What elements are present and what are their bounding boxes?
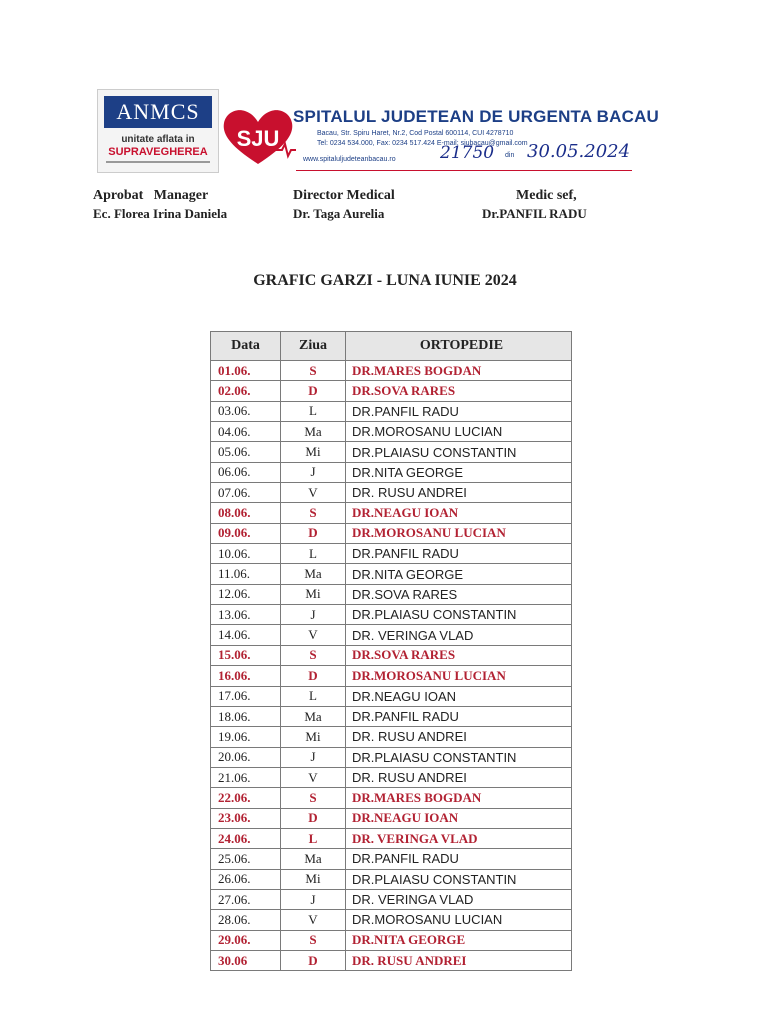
signature-role: Director Medical [293,188,395,203]
cell-date: 02.06. [211,381,281,401]
cell-date: 13.06. [211,605,281,625]
table-row [211,483,572,503]
cell-day: S [281,645,346,665]
cell-doctor: DR.MARES BOGDAN [346,361,572,381]
cell-doctor: DR.NEAGU IOAN [346,503,572,523]
anmcs-logo-subline [106,161,210,163]
table-row [211,645,572,665]
cell-doctor: DR.NITA GEORGE [346,564,572,584]
cell-day: D [281,950,346,970]
table-row [211,869,572,889]
table-row [211,808,572,828]
cell-doctor: DR.MOROSANU LUCIAN [346,422,572,442]
anmcs-logo [97,89,219,173]
cell-doctor: DR.PANFIL RADU [346,849,572,869]
signature-manager [93,187,227,223]
cell-day: D [281,808,346,828]
cell-day: S [281,930,346,950]
cell-doctor: DR. RUSU ANDREI [346,950,572,970]
signature-name: Dr.PANFIL RADU [482,206,587,221]
cell-date: 29.06. [211,930,281,950]
cell-date: 24.06. [211,828,281,848]
cell-doctor: DR.PLAIASU CONSTANTIN [346,869,572,889]
cell-day: V [281,483,346,503]
cell-date: 16.06. [211,666,281,686]
table-row [211,706,572,726]
registration-date-label: din [505,152,515,159]
signature-chief-physician [482,187,587,223]
signature-medical-director [293,187,395,223]
cell-date: 01.06. [211,361,281,381]
table-row [211,361,572,381]
cell-doctor: DR.NEAGU IOAN [346,808,572,828]
anmcs-logo-name: ANMCS [104,96,212,128]
registration-number: 21750 [440,143,495,163]
cell-day: L [281,686,346,706]
cell-date: 23.06. [211,808,281,828]
table-row [211,401,572,421]
cell-doctor: DR. RUSU ANDREI [346,727,572,747]
table-header-row [211,332,572,361]
cell-doctor: DR.PANFIL RADU [346,706,572,726]
hospital-website: www.spitaluljudeteanbacau.ro [303,156,396,163]
cell-day: Mi [281,869,346,889]
cell-doctor: DR.SOVA RARES [346,645,572,665]
cell-doctor: DR.PLAIASU CONSTANTIN [346,747,572,767]
cell-day: D [281,523,346,543]
schedule-rows [211,361,572,971]
cell-doctor: DR.SOVA RARES [346,381,572,401]
cell-doctor: DR. RUSU ANDREI [346,483,572,503]
cell-date: 05.06. [211,442,281,462]
cell-doctor: DR.NEAGU IOAN [346,686,572,706]
cell-date: 06.06. [211,462,281,482]
registration-date: 30.05.2024 [527,141,631,162]
cell-day: J [281,747,346,767]
table-row [211,422,572,442]
cell-doctor: DR.PANFIL RADU [346,401,572,421]
cell-doctor: DR.PANFIL RADU [346,544,572,564]
signature-role: Aprobat Manager [93,188,209,203]
table-row [211,666,572,686]
cell-day: V [281,625,346,645]
cell-date: 25.06. [211,849,281,869]
header-divider [296,170,632,171]
cell-date: 30.06 [211,950,281,970]
table-row [211,442,572,462]
cell-day: L [281,828,346,848]
cell-day: Ma [281,422,346,442]
cell-date: 19.06. [211,727,281,747]
cell-doctor: DR.SOVA RARES [346,584,572,604]
cell-date: 26.06. [211,869,281,889]
cell-date: 20.06. [211,747,281,767]
table-row [211,727,572,747]
table-row [211,828,572,848]
cell-date: 03.06. [211,401,281,421]
table-row [211,767,572,787]
cell-date: 22.06. [211,788,281,808]
cell-day: J [281,889,346,909]
cell-day: Mi [281,442,346,462]
cell-day: S [281,788,346,808]
cell-date: 12.06. [211,584,281,604]
cell-date: 27.06. [211,889,281,909]
table-row [211,584,572,604]
cell-day: L [281,401,346,421]
cell-day: S [281,361,346,381]
page-title-text: GRAFIC GARZI - LUNA IUNIE 2024 [253,272,517,289]
anmcs-logo-line1: unitate aflata in [121,134,195,145]
signature-role: Medic sef, [516,188,577,203]
table-row [211,564,572,584]
cell-day: V [281,767,346,787]
table-row [211,910,572,930]
table-row [211,889,572,909]
cell-date: 18.06. [211,706,281,726]
cell-day: Ma [281,564,346,584]
column-header-department: ORTOPEDIE [346,332,572,361]
table-row [211,381,572,401]
table-row [211,747,572,767]
page-title [0,272,768,290]
schedule-table [210,331,572,971]
cell-day: Ma [281,849,346,869]
cell-day: S [281,503,346,523]
cell-doctor: DR.MOROSANU LUCIAN [346,523,572,543]
column-header-day: Ziua [281,332,346,361]
anmcs-logo-line2: SUPRAVEGHEREA [108,146,208,158]
cell-date: 10.06. [211,544,281,564]
cell-doctor: DR. RUSU ANDREI [346,767,572,787]
hospital-name: SPITALUL JUDETEAN DE URGENTA BACAU [293,107,660,126]
cell-day: Mi [281,727,346,747]
hospital-logo-text: SJU [236,126,280,151]
cell-date: 15.06. [211,645,281,665]
table-row [211,544,572,564]
table-row [211,605,572,625]
hospital-address: Bacau, Str. Spiru Haret, Nr.2, Cod Postal 600114, CUI 4278710 [317,130,514,137]
cell-date: 17.06. [211,686,281,706]
cell-day: V [281,910,346,930]
cell-doctor: DR. VERINGA VLAD [346,828,572,848]
table-row [211,686,572,706]
cell-doctor: DR.MARES BOGDAN [346,788,572,808]
cell-doctor: DR.PLAIASU CONSTANTIN [346,442,572,462]
table-row [211,950,572,970]
cell-day: L [281,544,346,564]
cell-date: 11.06. [211,564,281,584]
table-row [211,625,572,645]
cell-date: 09.06. [211,523,281,543]
table-row [211,503,572,523]
table-row [211,462,572,482]
cell-doctor: DR.NITA GEORGE [346,462,572,482]
cell-doctor: DR.MOROSANU LUCIAN [346,666,572,686]
cell-doctor: DR. VERINGA VLAD [346,889,572,909]
cell-date: 04.06. [211,422,281,442]
cell-date: 08.06. [211,503,281,523]
cell-doctor: DR.MOROSANU LUCIAN [346,910,572,930]
cell-date: 07.06. [211,483,281,503]
cell-day: Mi [281,584,346,604]
column-header-date: Data [211,332,281,361]
cell-doctor: DR.PLAIASU CONSTANTIN [346,605,572,625]
cell-day: Ma [281,706,346,726]
cell-day: D [281,381,346,401]
cell-date: 14.06. [211,625,281,645]
cell-doctor: DR. VERINGA VLAD [346,625,572,645]
table-row [211,788,572,808]
signature-name: Ec. Florea Irina Daniela [93,206,228,221]
table-row [211,930,572,950]
hospital-contact: Tel: 0234 534.000, Fax: 0234 517.424 E-mail: sjubacau@gmail.com [317,140,528,147]
cell-doctor: DR.NITA GEORGE [346,930,572,950]
cell-day: J [281,605,346,625]
cell-day: J [281,462,346,482]
table-row [211,849,572,869]
table-row [211,523,572,543]
signature-name: Dr. Taga Aurelia [293,206,385,221]
cell-date: 28.06. [211,910,281,930]
cell-date: 21.06. [211,767,281,787]
hospital-heart-logo-icon [220,106,296,170]
cell-day: D [281,666,346,686]
